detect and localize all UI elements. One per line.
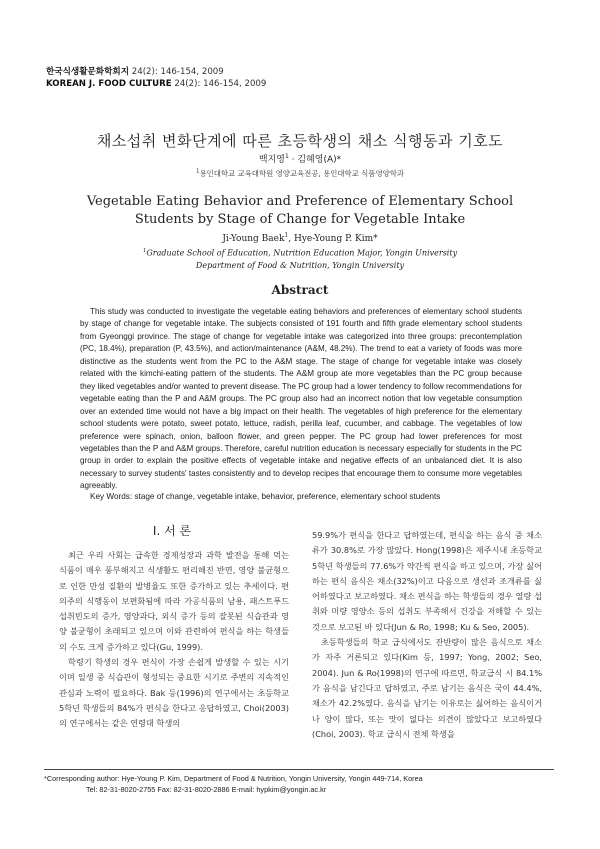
- footnote-divider: [44, 769, 554, 770]
- english-affiliation-sup: 1: [142, 248, 147, 254]
- journal-english-issue: 24(2): 146-154, 2009: [171, 79, 267, 89]
- journal-header: [46, 66, 266, 90]
- journal-korean-line: [46, 66, 266, 78]
- english-affiliation: [0, 245, 600, 272]
- english-author-1-sup: 1: [284, 232, 289, 239]
- journal-korean-issue: 24(2): 146-154, 2009: [129, 67, 224, 77]
- abstract-body: This study was conducted to investigate the vegetable eating behaviors and preferences of elementary school students by stage of change for vegetable intake. The subjects consisted of 191 fourth and fifth grade elementary school students from Gyeonggi province. The stage of change for vegetable intake was categorized into three groups: precontemplation (PC, 18.4%), preparation (P, 43.5%), and action/maintenance (A&M, 48.2%). The trend to eat a variety of foods was more distinctive as the students went from the PC to the A&M stage. The stage of change for vegetable intake was closely related with the kimchi-eating pattern of the students. The A&M group ate more vegetables than the PC group because they liked vegetables and/or wanted to prevent disease. The PC group had a lower tendency to follow recommendations for vegetable eating than the P and A&M groups. The PC group also had an incorrect notion that low vegetable consumption over an extended time would not have a big impact on their health. The vegetables of high preference for the elementary school students were potato, sweet potato, lettuce, radish, perilla leaf, cucumber, and cabbage. The vegetables of low preference were spinach, onion, balloon flower, and green pepper. The PC group had lower preferences for most vegetables than the P and A&M groups. Therefore, careful nutrition education is necessary especially for students in the PC group in order to explain the positive effects of vegetable intake and negative effects of an unbalanced diet. It is also necessary to survey students' tastes consistently and to develop recipes that encourage them to consume more vegetables agreeably.: [80, 307, 522, 491]
- english-affiliation-1: [0, 245, 600, 260]
- left-paragraph-1: 최근 우리 사회는 급속한 경제성장과 과학 발전을 통해 먹는 식품이 매우 풍부해지고 식생활도 편리해진 반면, 영양 불균형으로 인한 만성 질환의 발병율도 또한 증가하고 있는 추세이다. 편의주의 식행동이 보편화됨에 따라 가공식품의 남용, 패스트푸드 섭취빈도의 증가, 영양과다, 외식 증가 등의 잘못된 식습관과 영양 불균형이 초래되고 있으며 이와 관련하여 편식을 하는 학생들의 수도 크게 증가하고 있다(Gu, 1999).: [59, 550, 289, 652]
- english-authors: [0, 232, 600, 244]
- correspondence-contact: Tel: 82-31-8020-2755 Fax: 82-31-8020-2886 E-mail: hypkim@yongin.ac.kr: [86, 784, 327, 794]
- korean-title: 채소섭취 변화단계에 따른 초등학생의 채소 식행동과 기호도: [96, 132, 504, 150]
- korean-affiliation-sup: 1: [195, 168, 200, 175]
- korean-author-2: · 김혜영(A)*: [288, 155, 342, 165]
- korean-affiliation-text: 용인대학교 교육대학원 영양교육전공, 용인대학교 식품영양학과: [199, 169, 404, 178]
- journal-english-name: KOREAN J. FOOD CULTURE: [46, 79, 172, 89]
- right-column: [312, 528, 542, 742]
- correspondence-footnote: [44, 774, 554, 795]
- abstract-heading: Abstract: [271, 283, 329, 297]
- korean-authors: [0, 152, 600, 165]
- left-paragraph-2: 학령기 학생의 경우 편식이 가장 손쉽게 발생할 수 있는 시기이며 일생 중 식습관이 형성되는 중요한 시기로 주변의 지속적인 관심과 노력이 필요하다. Bak 등(1996)의 연구에서는 초등학교 5학년 학생들의 84%가 편식을 한다고 응답하였고, Choi(2003)의 연구에서는 같은 연령대 학생의: [59, 657, 289, 729]
- keywords: [90, 492, 530, 501]
- english-author-1: Ji-Young Baek: [222, 234, 285, 244]
- korean-author-1: 백지영: [258, 155, 285, 165]
- keywords-label: Key Words:: [90, 492, 133, 501]
- journal-english-line: [46, 78, 266, 90]
- correspondence-author: *Corresponding author: Hye-Young P. Kim, Department of Food & Nutrition, Yongin University, Yongin 449-714, Korea: [44, 774, 423, 783]
- left-column: [59, 548, 289, 732]
- right-paragraph-2: 초등학생들의 학교 급식에서도 잔반량이 많은 음식으로 채소가 자주 거론되고 있다(Kim 등, 1997; Yong, 2002; Seo, 2004). Jun & Ro(1998)의 연구에 따르면, 학교급식 시 84.1%가 음식을 남긴다고 답하였고, 주로 남기는 음식은 국이 44.4%, 채소가 42.2%였다. 음식을 남기는 이유로는 싫어하는 음식이거나 양이 많다, 또는 맛이 없다는 의견이 많았다고 보고하였다(Choi, 2003). 학교 급식시 전체 학생을: [312, 637, 542, 739]
- korean-author-1-sup: 1: [284, 153, 289, 160]
- english-affiliation-1-text: Graduate School of Education, Nutrition Education Major, Yongin University: [146, 248, 458, 258]
- right-paragraph-1: 59.9%가 편식을 한다고 답하였는데, 편식을 하는 음식 중 채소류가 30.8%로 가장 많았다. Hong(1998)은 제주시내 초등학교 5학년 학생들의 77.6%가 약간씩 편식을 하고 있으며, 가장 싫어하는 편식 음식은 채소(32%)이고 다음으로 생선과 조개류를 싫어하였다고 보고하였다. 채소 편식을 하는 학생들의 경우 열량 섭취와 미량 영양소 등의 섭취도 부족해서 건강을 저해할 수 있는 것으로 보고된 바 있다(Jun & Ro, 1998; Ku & Seo, 2005).: [312, 530, 542, 632]
- section-heading-introduction: I. 서 론: [152, 524, 192, 538]
- keywords-list: stage of change, vegetable intake, behavior, preference, elementary school students: [132, 492, 441, 501]
- journal-korean-name: 한국식생활문화학회지: [46, 67, 130, 77]
- korean-affiliation: [0, 168, 600, 179]
- english-title: Vegetable Eating Behavior and Preference of Elementary School Students by Stage of Change for Vegetable Intake: [86, 194, 514, 227]
- english-author-2: , Hye-Young P. Kim*: [288, 234, 378, 244]
- english-affiliation-2: Department of Food & Nutrition, Yongin University: [195, 260, 405, 270]
